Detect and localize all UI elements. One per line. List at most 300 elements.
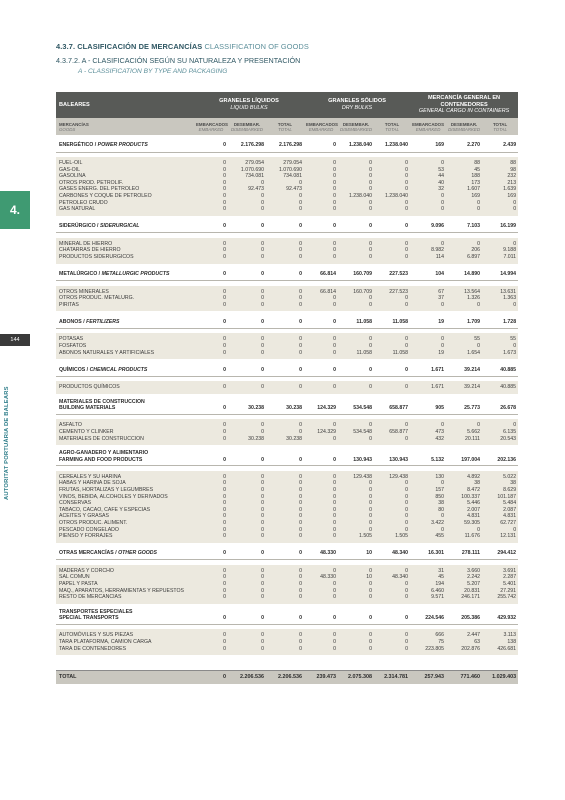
value-cell: 0 [228, 350, 266, 360]
value-cell: 16.199 [482, 221, 518, 233]
value-cell: 37 [410, 295, 446, 302]
item-label: FOSFATOS [56, 343, 194, 350]
goods-column-header [56, 118, 194, 135]
category-row [56, 399, 518, 415]
value-cell: 14.890 [446, 269, 482, 281]
value-cell: 0 [228, 527, 266, 534]
value-cell: 0 [228, 206, 266, 216]
item-label: GAS-OIL [56, 167, 194, 174]
value-cell: 0 [228, 419, 266, 429]
value-cell: 0 [410, 419, 446, 429]
value-cell: 0 [266, 381, 304, 394]
table-row [56, 173, 518, 180]
value-cell: 0 [374, 527, 410, 534]
value-cell: 0 [194, 186, 228, 193]
value-cell: 0 [410, 157, 446, 167]
value-cell: 101.187 [482, 494, 518, 501]
category-label [56, 548, 194, 560]
value-cell: 1.505 [374, 533, 410, 543]
value-cell: 0 [194, 471, 228, 481]
value-cell: 129.438 [374, 471, 410, 481]
item-label: OTROS PROD. PETROLÍF. [56, 180, 194, 187]
value-cell: 157 [410, 487, 446, 494]
category-label [56, 609, 194, 625]
value-cell: 0 [228, 548, 266, 560]
item-label: GASES ENERG. DEL PETRÓLEO [56, 186, 194, 193]
value-cell: 0 [304, 500, 338, 507]
subcolumn-label-en: EMBARKED [308, 126, 334, 132]
value-cell: 0 [228, 269, 266, 281]
value-cell: 11.058 [338, 350, 374, 360]
value-cell: 5.401 [482, 581, 518, 588]
value-cell: 0 [338, 206, 374, 216]
value-cell: 0 [266, 206, 304, 216]
value-cell: 0 [228, 343, 266, 350]
value-cell: 0 [228, 364, 266, 376]
value-cell: 0 [338, 520, 374, 527]
item-label: VINOS, BEBIDA, ALCOHOLES Y DERIVADOS [56, 494, 194, 501]
value-cell: 0 [228, 520, 266, 527]
value-cell: 48.340 [374, 574, 410, 581]
item-label: FUEL-OIL [56, 157, 194, 167]
value-cell: 0 [228, 533, 266, 543]
value-cell: 0 [410, 238, 446, 248]
subcolumn-header [410, 118, 446, 135]
category-title-es: ABONOS [59, 318, 82, 325]
value-cell: 3.660 [446, 565, 482, 575]
value-cell: 429.932 [482, 609, 518, 625]
value-cell: 0 [338, 588, 374, 595]
value-cell: 30.238 [228, 436, 266, 446]
value-cell: 2.314.781 [374, 670, 410, 684]
table-row [56, 238, 518, 248]
subcolumn-header [228, 118, 266, 135]
item-label: ACEITES Y GRASAS [56, 513, 194, 520]
value-cell: 0 [266, 343, 304, 350]
side-publisher [4, 360, 16, 500]
item-label: OTROS MINERALES [56, 286, 194, 296]
value-cell: 0 [266, 487, 304, 494]
value-cell: 0 [304, 157, 338, 167]
value-cell: 1.070.690 [266, 167, 304, 174]
value-cell: 0 [228, 574, 266, 581]
value-cell: 0 [374, 507, 410, 514]
category-title-en: SPECIAL TRANSPORTS [59, 615, 119, 622]
value-cell: 0 [374, 500, 410, 507]
value-cell: 1.238.040 [338, 140, 374, 152]
value-cell: 0 [304, 364, 338, 376]
value-cell: 239.473 [304, 670, 338, 684]
value-cell: 0 [228, 594, 266, 604]
category-label [56, 140, 194, 152]
value-cell: 13.564 [446, 286, 482, 296]
value-cell: 0 [194, 533, 228, 543]
item-label: CONSERVAS [56, 500, 194, 507]
value-cell: 0 [304, 513, 338, 520]
value-cell: 0 [194, 646, 228, 656]
value-cell: 66.814 [304, 286, 338, 296]
value-cell: 67 [410, 286, 446, 296]
value-cell: 0 [228, 180, 266, 187]
value-cell: 62.727 [482, 520, 518, 527]
value-cell: 1.654 [446, 350, 482, 360]
value-cell: 0 [266, 295, 304, 302]
value-cell: 0 [228, 609, 266, 625]
value-cell: 63 [446, 639, 482, 646]
value-cell: 0 [410, 343, 446, 350]
item-label: MAQ., APARATOS, HERRAMIENTAS Y REPUESTOS [56, 588, 194, 595]
item-label: PIENSO Y FORRAJES [56, 533, 194, 543]
value-cell: 0 [338, 507, 374, 514]
value-cell: 11.058 [338, 316, 374, 328]
value-cell: 0 [266, 588, 304, 595]
value-cell: 100.337 [446, 494, 482, 501]
value-cell: 0 [266, 269, 304, 281]
category-title-es: TRANSPORTES ESPECIALES [59, 608, 133, 615]
category-label [56, 316, 194, 328]
group-header-en: GENERAL CARGO IN CONTAINERS [418, 108, 510, 115]
value-cell: 6.897 [446, 254, 482, 264]
value-cell: 5.446 [446, 500, 482, 507]
value-cell: 0 [338, 480, 374, 487]
value-cell: 0 [374, 419, 410, 429]
value-cell: 0 [374, 494, 410, 501]
value-cell: 160.709 [338, 286, 374, 296]
subcolumn-header [338, 118, 374, 135]
value-cell: 0 [374, 513, 410, 520]
value-cell: 0 [228, 254, 266, 264]
value-cell: 0 [374, 520, 410, 527]
value-cell: 0 [446, 527, 482, 534]
value-cell: 0 [194, 206, 228, 216]
value-cell: 129.438 [338, 471, 374, 481]
subcolumn-label-en: DISEMBARKED [448, 126, 481, 132]
value-cell: 2.287 [482, 574, 518, 581]
value-cell: 0 [228, 381, 266, 394]
value-cell: 0 [304, 588, 338, 595]
value-cell: 0 [304, 480, 338, 487]
value-cell: 0 [194, 238, 228, 248]
value-cell: 75 [410, 639, 446, 646]
value-cell: 10 [338, 574, 374, 581]
value-cell: 0 [374, 609, 410, 625]
value-cell: 80 [410, 507, 446, 514]
value-cell: 0 [374, 646, 410, 656]
value-cell: 20.111 [446, 436, 482, 446]
subcolumn-header [446, 118, 482, 135]
value-cell: 213 [482, 180, 518, 187]
value-cell: 13.631 [482, 286, 518, 296]
value-cell: 0 [266, 574, 304, 581]
value-cell: 20.831 [446, 588, 482, 595]
value-cell: 104 [410, 269, 446, 281]
value-cell: 0 [266, 507, 304, 514]
value-cell: 0 [446, 343, 482, 350]
value-cell: 0 [194, 302, 228, 312]
value-cell: 0 [194, 670, 228, 684]
value-cell: 0 [266, 513, 304, 520]
category-row [56, 609, 518, 625]
item-label: CEREALES Y SU HARINA [56, 471, 194, 481]
value-cell: 0 [194, 629, 228, 639]
value-cell: 0 [410, 193, 446, 200]
value-cell: 3.113 [482, 629, 518, 639]
table-row [56, 507, 518, 514]
value-cell: 0 [194, 594, 228, 604]
table-row [56, 533, 518, 543]
value-cell: 0 [304, 206, 338, 216]
table-row [56, 180, 518, 187]
value-cell: 0 [194, 450, 228, 466]
value-cell: 0 [304, 494, 338, 501]
value-cell: 0 [194, 254, 228, 264]
value-cell: 734.081 [228, 173, 266, 180]
value-cell: 5.662 [446, 429, 482, 436]
category-title-en: CHEMICAL PRODUCTS [89, 366, 148, 373]
table-row [56, 565, 518, 575]
value-cell: 16.301 [410, 548, 446, 560]
value-cell: 4.831 [446, 513, 482, 520]
value-cell: 0 [266, 609, 304, 625]
category-label [56, 269, 194, 281]
section-heading [56, 42, 309, 51]
item-label: CEMENTO Y CLINKER [56, 429, 194, 436]
value-cell: 3.691 [482, 565, 518, 575]
value-cell: 0 [374, 173, 410, 180]
value-cell: 255.742 [482, 594, 518, 604]
category-row [56, 364, 518, 376]
value-cell: 8.472 [446, 487, 482, 494]
value-cell: 0 [194, 588, 228, 595]
category-label [56, 450, 194, 466]
value-cell: 11.676 [446, 533, 482, 543]
value-cell: 0 [228, 581, 266, 588]
value-cell: 0 [228, 507, 266, 514]
value-cell: 0 [266, 200, 304, 207]
value-cell: 0 [482, 200, 518, 207]
subcolumn-header [304, 118, 338, 135]
value-cell: 0 [410, 527, 446, 534]
value-cell: 3.422 [410, 520, 446, 527]
value-cell: 0 [194, 520, 228, 527]
value-cell: 59.305 [446, 520, 482, 527]
value-cell: 279.054 [266, 157, 304, 167]
value-cell: 0 [194, 507, 228, 514]
value-cell: 25.773 [446, 399, 482, 415]
section-title-es: CLASIFICACIÓN DE MERCANCÍAS [77, 42, 203, 51]
value-cell: 9.096 [410, 221, 446, 233]
table-row [56, 302, 518, 312]
value-cell: 0 [194, 247, 228, 254]
value-cell: 0 [304, 609, 338, 625]
value-cell: 0 [374, 480, 410, 487]
group-header-es: GRANELES SÓLIDOS [328, 98, 386, 105]
category-label [56, 364, 194, 376]
value-cell: 1.505 [338, 533, 374, 543]
subcolumn-label-es: DESEMBAR. [233, 121, 261, 127]
category-row [56, 548, 518, 560]
category-title-en: FERTILIZERS [86, 318, 120, 325]
value-cell: 0 [374, 221, 410, 233]
table-row [56, 167, 518, 174]
category-row [56, 450, 518, 466]
value-cell: 0 [338, 594, 374, 604]
value-cell: 0 [266, 471, 304, 481]
value-cell: 0 [228, 200, 266, 207]
value-cell: 0 [194, 487, 228, 494]
value-cell: 0 [194, 316, 228, 328]
table-row [56, 419, 518, 429]
value-cell: 0 [410, 206, 446, 216]
table-row [56, 500, 518, 507]
value-cell: 0 [194, 286, 228, 296]
subcolumn-label-en: DISEMBARKED [231, 126, 263, 132]
subcolumn-label-en: TOTAL [493, 126, 507, 132]
item-label: PRODUCTOS QUÍMICOS [56, 381, 194, 394]
value-cell: 0 [304, 295, 338, 302]
item-label: PIRITAS [56, 302, 194, 312]
value-cell: 0 [304, 343, 338, 350]
value-cell: 8.629 [482, 487, 518, 494]
value-cell: 92.473 [266, 186, 304, 193]
value-cell: 0 [374, 206, 410, 216]
value-cell: 194 [410, 581, 446, 588]
value-cell: 0 [228, 193, 266, 200]
value-cell: 0 [228, 629, 266, 639]
value-cell: 1.029.403 [482, 670, 518, 684]
value-cell: 0 [338, 646, 374, 656]
value-cell: 0 [338, 167, 374, 174]
value-cell: 0 [228, 494, 266, 501]
value-cell: 0 [228, 221, 266, 233]
value-cell: 0 [228, 513, 266, 520]
value-cell: 0 [374, 629, 410, 639]
value-cell: 0 [266, 302, 304, 312]
category-title-es: OTRAS MERCANCÍAS [59, 550, 114, 557]
value-cell: 0 [194, 295, 228, 302]
value-cell: 12.131 [482, 533, 518, 543]
category-title-es: ENERGÉTICO [59, 142, 94, 149]
item-label: RESTO DE MERCANCÍAS [56, 594, 194, 604]
value-cell: 1.671 [410, 381, 446, 394]
value-cell: 0 [304, 186, 338, 193]
value-cell: 278.111 [446, 548, 482, 560]
value-cell: 0 [338, 247, 374, 254]
item-label: OTROS PRODUC. METALÚRG. [56, 295, 194, 302]
value-cell: 1.671 [410, 364, 446, 376]
value-cell: 0 [374, 588, 410, 595]
value-cell: 0 [304, 565, 338, 575]
value-cell: 1.607 [446, 186, 482, 193]
table-row [56, 520, 518, 527]
value-cell: 0 [338, 419, 374, 429]
value-cell: 224.546 [410, 609, 446, 625]
value-cell: 2.447 [446, 629, 482, 639]
value-cell: 227.523 [374, 286, 410, 296]
value-cell: 169 [482, 193, 518, 200]
value-cell: 39.214 [446, 364, 482, 376]
value-cell: 0 [266, 238, 304, 248]
value-cell: 0 [228, 333, 266, 343]
value-cell: 160.709 [338, 269, 374, 281]
value-cell: 0 [194, 565, 228, 575]
value-cell: 0 [194, 494, 228, 501]
value-cell: 0 [374, 565, 410, 575]
category-title-es: AGRO-GANADERO Y ALIMENTARIO [59, 450, 149, 457]
value-cell: 1.709 [446, 316, 482, 328]
value-cell: 48.340 [374, 548, 410, 560]
value-cell: 1.238.040 [338, 193, 374, 200]
value-cell: 0 [482, 206, 518, 216]
value-cell: 0 [482, 238, 518, 248]
value-cell: 227.523 [374, 269, 410, 281]
value-cell: 0 [194, 333, 228, 343]
value-cell: 0 [446, 419, 482, 429]
value-cell: 0 [266, 450, 304, 466]
value-cell: 246.171 [446, 594, 482, 604]
item-label: TARA PLATAFORMA, CAMIÓN CARGA [56, 639, 194, 646]
value-cell: 0 [266, 254, 304, 264]
goods-label-es: MERCANCÍAS [59, 121, 89, 127]
value-cell: 473 [410, 429, 446, 436]
value-cell: 0 [304, 487, 338, 494]
value-cell: 0 [338, 500, 374, 507]
item-label: GASOLINA [56, 173, 194, 180]
value-cell: 7.103 [446, 221, 482, 233]
value-cell: 0 [374, 295, 410, 302]
table-row [56, 487, 518, 494]
group-header-es: GRANELES LÍQUIDOS [219, 98, 279, 105]
value-cell: 0 [266, 533, 304, 543]
category-title-en: METALLURGIC PRODUCTS [101, 270, 170, 277]
value-cell: 9.188 [482, 247, 518, 254]
value-cell: 0 [266, 581, 304, 588]
value-cell: 0 [410, 513, 446, 520]
value-cell: 1.326 [446, 295, 482, 302]
value-cell: 10 [338, 548, 374, 560]
total-row [56, 670, 518, 684]
value-cell: 0 [304, 193, 338, 200]
item-label: OTROS PRODUC. ALIMENT. [56, 520, 194, 527]
value-cell: 188 [446, 173, 482, 180]
value-cell: 0 [228, 238, 266, 248]
value-cell: 0 [304, 247, 338, 254]
value-cell: 0 [194, 343, 228, 350]
value-cell: 0 [338, 494, 374, 501]
value-cell: 0 [338, 381, 374, 394]
table-row [56, 350, 518, 360]
value-cell: 0 [194, 364, 228, 376]
table-row [56, 480, 518, 487]
item-label: MADERAS Y CORCHO [56, 565, 194, 575]
value-cell: 0 [304, 221, 338, 233]
value-cell: 0 [338, 609, 374, 625]
value-cell: 2.087 [482, 507, 518, 514]
value-cell: 0 [228, 646, 266, 656]
value-cell: 98 [482, 167, 518, 174]
value-cell: 0 [228, 247, 266, 254]
category-separator: / [113, 550, 119, 557]
value-cell: 0 [304, 302, 338, 312]
value-cell: 0 [266, 629, 304, 639]
value-cell: 0 [194, 173, 228, 180]
value-cell: 2.075.308 [338, 670, 374, 684]
value-cell: 0 [446, 238, 482, 248]
value-cell: 0 [194, 399, 228, 415]
value-cell: 0 [374, 639, 410, 646]
value-cell: 5.207 [446, 581, 482, 588]
value-cell: 534.548 [338, 399, 374, 415]
